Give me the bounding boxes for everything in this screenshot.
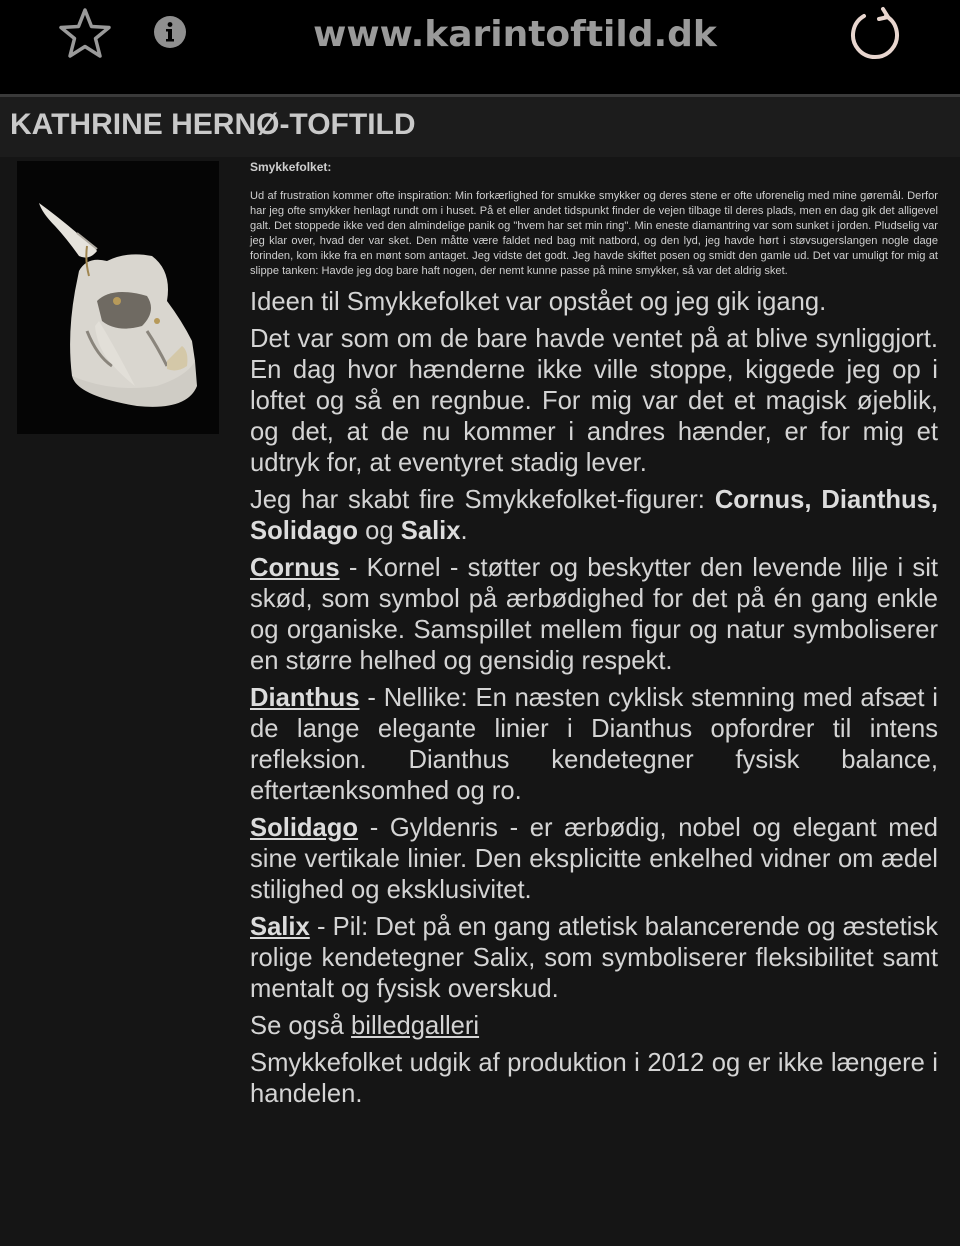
figures-og: og [358,517,401,545]
figure-paragraph-dianthus [250,683,938,807]
see-also [250,1011,938,1042]
address-bar-url[interactable]: www.karintoftild.dk [313,14,717,55]
figure-link-solidago[interactable]: Solidago [250,814,359,842]
figure-description: - Pil: Det på en gang atletisk balancerende og æstetisk rolige kendetegner Salix, som symboliserer fleksibilitet samt mentalt og fysisk overskud. [250,913,938,1003]
paragraph-rainbow: Det var som om de bare havde ventet på at blive synliggjort. En dag hvor hænderne ikke ville stoppe, kiggede jeg op i loftet og så en regnbue. For mig var det et magisk øjeblik, og det, at de nu kommer i andres hænder, er for mig et udtryk for, at eventyret stadig lever. [250,325,938,477]
closing-paragraph: Smykkefolket udgik af produktion i 2012 og er ikke længere i handelen. [250,1049,938,1108]
figures-intro-text: Jeg har skabt fire Smykkefolket-figurer: [250,486,715,514]
info-icon[interactable] [152,14,188,50]
paragraph-idea: Ideen til Smykkefolket var opstået og jeg gik igang. [250,288,827,316]
figure-paragraph-solidago [250,813,938,906]
figure-link-dianthus[interactable]: Dianthus [250,684,360,712]
article-content [250,160,938,1116]
page-title: KATHRINE HERNØ-TOFTILD [10,108,416,141]
gallery-link[interactable]: billedgalleri [351,1012,480,1040]
see-also-text: Se også [250,1012,352,1040]
figure-description: - Gyldenris - er ærbødig, nobel og elegant med sine vertikale linier. Den eksplicitte enkelhed vidner om ædel stilighed og eksklusivitet. [250,814,938,904]
figure-link-salix[interactable]: Salix [250,913,310,941]
figures-names: Cornus, Dianthus, Solidago [250,486,938,545]
paragraph-figures-intro [250,485,938,547]
figure-link-cornus[interactable]: Cornus [250,554,340,582]
figure-paragraph-salix [250,912,938,1005]
article-subheading: Smykkefolket: [250,160,332,174]
browser-toolbar [0,0,960,94]
intro-paragraph: Ud af frustration kommer ofte inspiration: Min forkærlighed for smukke smykker og deres stene er ofte uforenelig med mine gøremål. Derfor har jeg ofte smykker henlagt rundt om i huset. På et eller andet tidspunkt finder de vejen tilbage til deres plads, men en dag gik det alligevel galt. Det stoppede ikke ved den almindelige panik og "hvem har set min ring". Min eneste diamantring var som sunket i jorden. Pludselig var jeg klar over, hvad der var sket. Den måtte være faldet ned bag mit natbord, og den lyd, jeg havde hørt i støvsugerslangen nogle dage forinden, kom ikke fra en mønt som antaget. Jeg vidste det godt. Jeg havde skiftet posen og smidt den gamle ud. Det var umuligt for mig at slippe tanken: Havde jeg dog bare haft nogen, der nemt kunne passe på mine smykker, så var det aldrig sket. [250,190,938,277]
figures-last-name: Salix [400,517,461,545]
figure-paragraph-cornus [250,553,938,677]
star-icon[interactable] [57,6,113,62]
reload-icon[interactable] [846,6,904,64]
page-header [0,97,960,157]
figures-period: . [460,517,468,545]
sculpture-photo [17,161,219,434]
figure-description: - Nellike: En næsten cyklisk stemning med afsæt i de lange elegante linier i Dianthus opfordrer til intens refleksion. Dianthus kendetegner fysisk balance, eftertænksomhed og ro. [250,684,938,805]
figure-description: - Kornel - støtter og beskytter den levende lilje i sit skød, som symbol på ærbødighed for det på én gang enkle og organiske. Samspillet mellem figur og natur symboliserer en større helhed og gensidig respekt. [250,554,938,675]
